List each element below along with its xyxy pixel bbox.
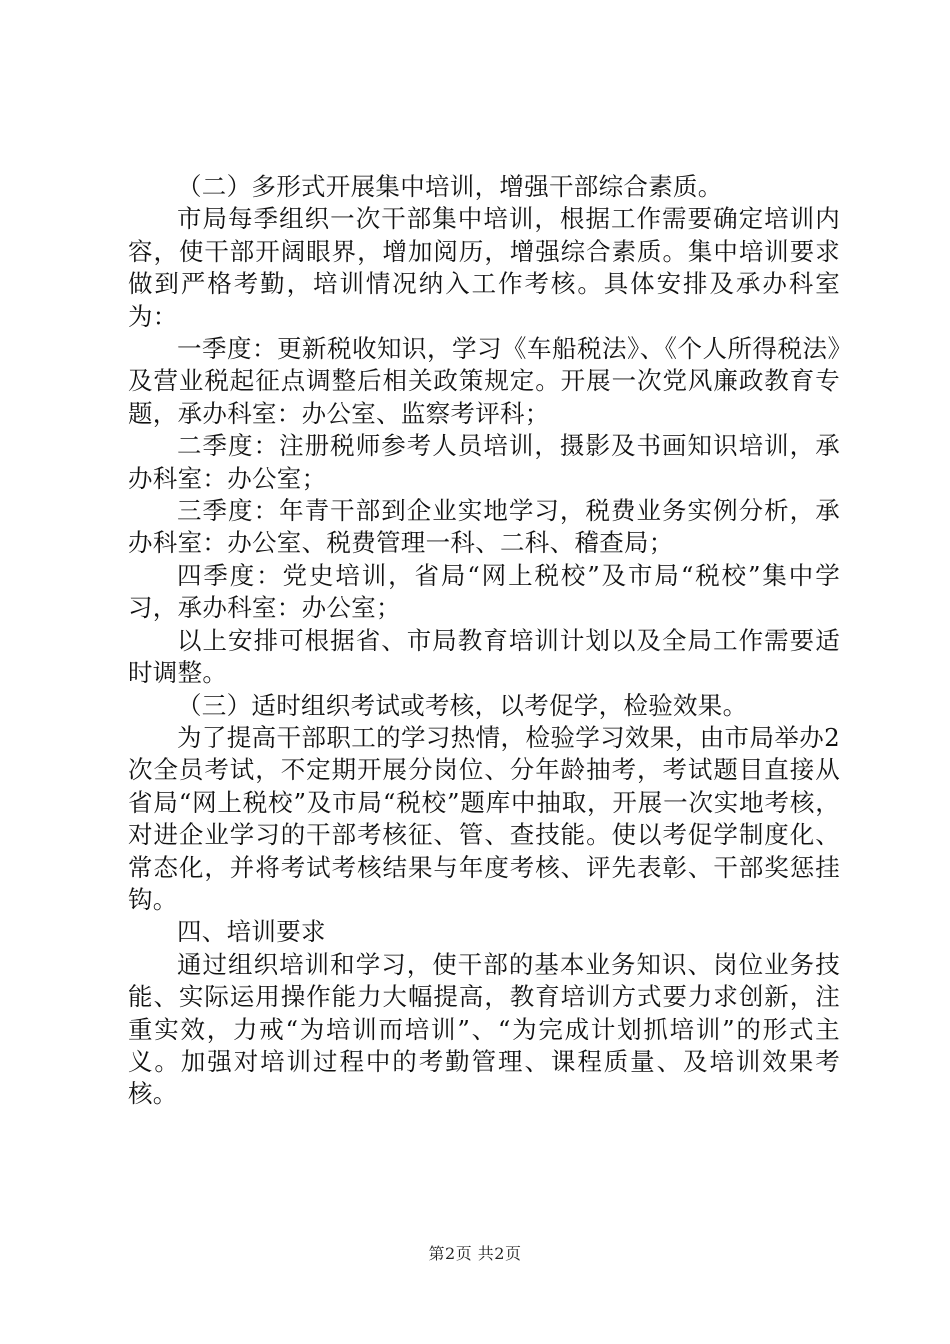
paragraph-q1: 一季度：更新税收知识，学习《车船税法》、《个人所得税法》及营业税起征点调整后相关政策规定。开展一次党风廉政教育专题，承办科室：办公室、监察考评科； — [128, 334, 840, 428]
section-heading-4: 四、培训要求 — [177, 917, 326, 947]
paragraph: 通过组织培训和学习，使干部的基本业务知识、岗位业务技能、实际运用操作能力大幅提高，教育培训方式要力求创新，注重实效，力戒“为培训而培训”、“为完成计划抓培训”的形式主义。加强对培训过程中的考勤管理、课程质量、及培训效果考核。 — [128, 949, 840, 1109]
paragraph: 为了提高干部职工的学习热情，检验学习效果，由市局举办2次全员考试，不定期开展分岗位、分年龄抽考，考试题目直接从省局“网上税校”及市局“税校”题库中抽取，开展一次实地考核，对进企业学习的干部考核征、管、查技能。使以考促学制度化、常态化，并将考试考核结果与年度考核、评先表彰、干部奖惩挂钩。 — [128, 722, 840, 914]
page-number-footer: 第2页 共2页 — [428, 1244, 522, 1263]
paragraph: 市局每季组织一次干部集中培训，根据工作需要确定培训内容，使干部开阔眼界，增加阅历，增强综合素质。集中培训要求做到严格考勤，培训情况纳入工作考核。具体安排及承办科室为： — [128, 204, 840, 331]
section-heading-2: （二）多形式开展集中培训，增强干部综合素质。 — [177, 172, 723, 201]
paragraph-q4: 四季度：党史培训，省局“网上税校”及市局“税校”集中学习，承办科室：办公室； — [128, 560, 840, 623]
paragraph-q2: 二季度：注册税师参考人员培训，摄影及书画知识培训，承办科室：办公室； — [128, 431, 840, 493]
section-heading-3: （三）适时组织考试或考核，以考促学，检验效果。 — [177, 690, 748, 720]
paragraph: 以上安排可根据省、市局教育培训计划以及全局工作需要适时调整。 — [128, 625, 840, 688]
document-body — [128, 171, 840, 1111]
paragraph-q3: 三季度：年青干部到企业实地学习，税费业务实例分析，承办科室：办公室、税费管理一科、二科、稽查局； — [128, 496, 840, 558]
